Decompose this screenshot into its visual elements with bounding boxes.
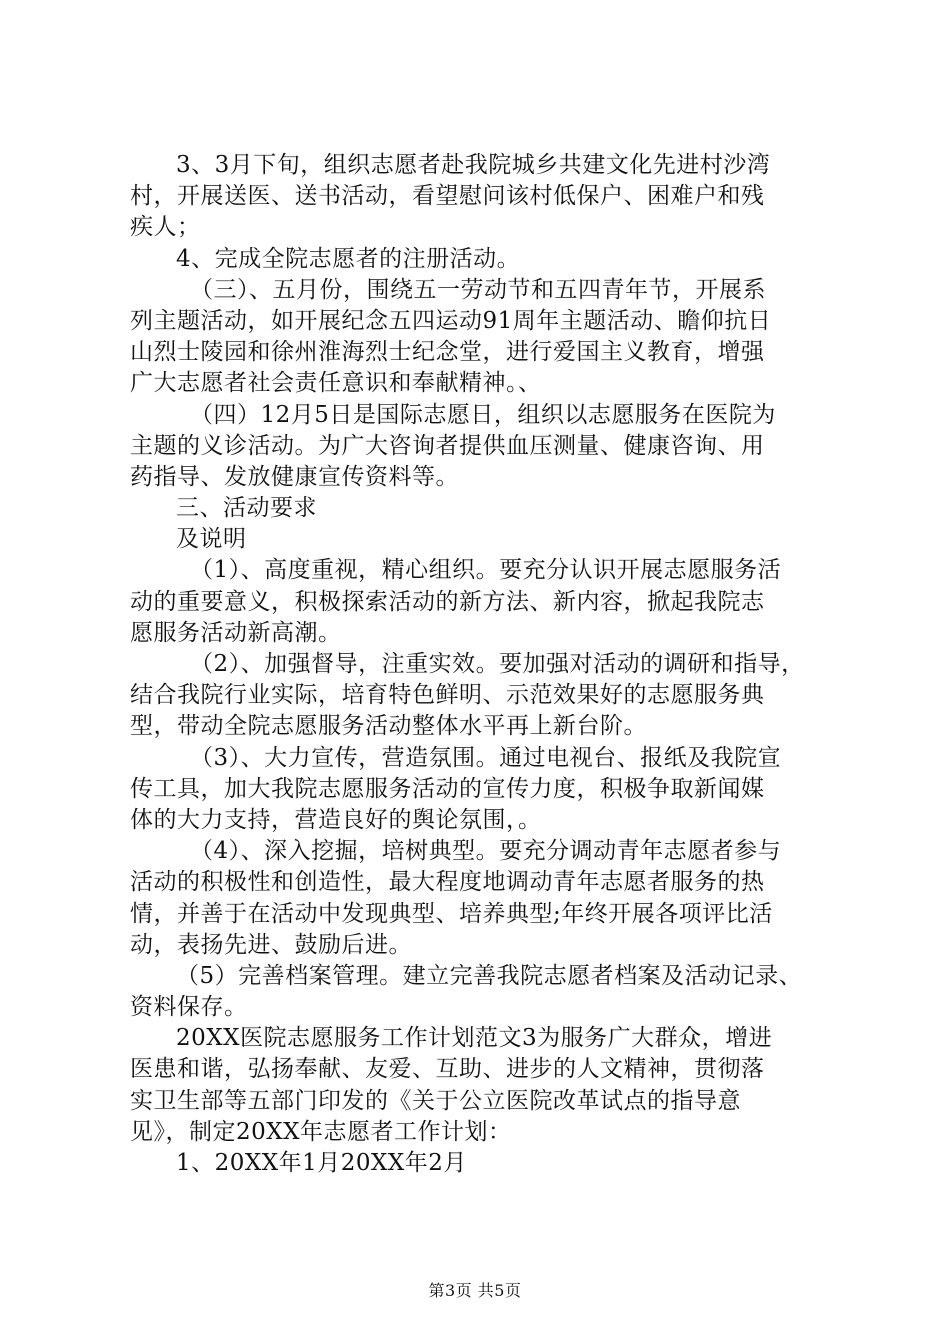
- text-line: 疾人；: [130, 214, 201, 241]
- text-line: （4）、深入挖掘，培树典型。要充分调动青年志愿者参与: [190, 838, 782, 865]
- text-line: 医患和谐，弘扬奉献、友爱、互助、进步的人文精神，贯彻落: [130, 1056, 765, 1083]
- text-line: 活动的积极性和创造性，最大程度地调动青年志愿者服务的热: [130, 869, 765, 896]
- text-line: 传工具，加大我院志愿服务活动的宣传力度，积极争取新闻媒: [130, 775, 765, 802]
- text-line: 村，开展送医、送书活动，看望慰问该村低保户、困难户和残: [130, 183, 765, 210]
- text-line: （三）、五月份，围绕五一劳动节和五四青年节，开展系: [190, 276, 766, 303]
- text-line: 20XX医院志愿服务工作计划范文3为服务广大群众，增进: [176, 1025, 773, 1052]
- text-line: 山烈士陵园和徐州淮海烈士纪念堂，进行爱国主义教育，增强: [130, 339, 765, 366]
- text-line: 见》，制定20XX年志愿者工作计划：: [130, 1118, 512, 1145]
- text-line: 结合我院行业实际，培育特色鲜明、示范效果好的志愿服务典: [130, 682, 765, 709]
- text-line: 体的大力支持，营造良好的舆论氛围，。: [130, 806, 542, 833]
- text-line: 列主题活动，如开展纪念五四运动91周年主题活动、瞻仰抗日: [130, 307, 772, 334]
- text-line: 情，并善于在活动中发现典型、培养典型;年终开展各项评比活: [130, 900, 773, 927]
- text-line: 实卫生部等五部门印发的《关于公立医院改革试点的指导意: [130, 1087, 741, 1114]
- text-line: 4、完成全院志愿者的注册活动。: [176, 245, 521, 272]
- text-line: 及说明: [176, 526, 247, 553]
- text-line: 愿服务活动新高潮。: [130, 619, 342, 646]
- text-line: 1、20XX年1月20XX年2月: [176, 1150, 467, 1176]
- text-line: （5）完善档案管理。建立完善我院志愿者档案及活动记录、: [176, 962, 803, 989]
- text-line: （1）、高度重视，精心组织。要充分认识开展志愿服务活: [190, 557, 782, 584]
- text-line: 动，表扬先进、鼓励后进。: [130, 931, 412, 958]
- text-line: （3）、大力宣传，营造氛围。通过电视台、报纸及我院宣: [190, 744, 782, 771]
- text-line: 资料保存。: [130, 994, 248, 1021]
- document-body: [130, 150, 830, 1179]
- text-line: 主题的义诊活动。为广大咨询者提供血压测量、健康咨询、用: [130, 432, 765, 459]
- text-line: 药指导、发放健康宣传资料等。: [130, 463, 459, 490]
- text-line: 3、3月下旬，组织志愿者赴我院城乡共建文化先进村沙湾: [176, 152, 771, 178]
- text-line: （2）、加强督导，注重实效。要加强对活动的调研和指导，: [190, 651, 805, 677]
- text-line: 动的重要意义，积极探索活动的新方法、新内容，掀起我院志: [130, 588, 765, 615]
- text-line: 型，带动全院志愿服务活动整体水平再上新台阶。: [130, 713, 647, 740]
- page-footer: 第3页 共5页: [428, 1281, 522, 1300]
- text-line: 三、活动要求: [176, 495, 317, 522]
- text-line: 广大志愿者社会责任意识和奉献精神。、: [130, 370, 542, 397]
- text-line: （四）12月5日是国际志愿日，组织以志愿服务在医院为: [190, 401, 776, 428]
